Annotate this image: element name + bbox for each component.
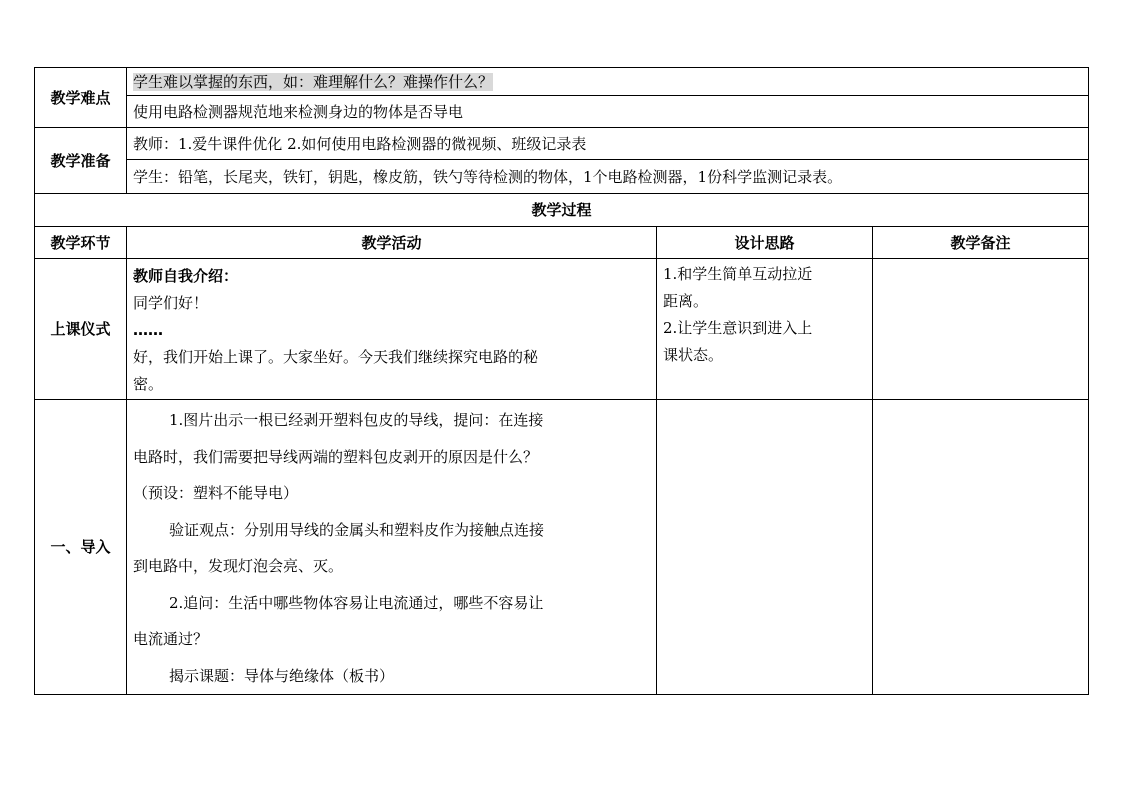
activity-line: 电路时，我们需要把导线两端的塑料包皮剥开的原因是什么？ <box>133 447 539 466</box>
column-header-activity: 教学活动 <box>127 227 657 259</box>
activity-cell <box>127 400 657 695</box>
design-line: 课状态。 <box>663 346 724 364</box>
activity-line: 到电路中，发现灯泡会亮、灭。 <box>133 557 344 575</box>
table-row <box>35 259 1089 400</box>
preparation-student: 学生：铅笔，长尾夹，铁钉，钥匙，橡皮筋，铁勺等待检测的物体，1个电路检测器，1份科学监测记录表。 <box>127 160 1089 194</box>
activity-line: （预设：塑料不能导电） <box>133 484 299 502</box>
stage-cell: 上课仪式 <box>35 259 127 400</box>
design-line: 2.让学生意识到进入上 <box>663 319 813 337</box>
activity-line: 2.追问：生活中哪些物体容易让电流通过，哪些不容易让 <box>169 593 544 612</box>
design-cell <box>657 400 873 695</box>
difficulty-line-1 <box>127 68 1089 96</box>
column-header-design: 设计思路 <box>657 227 873 259</box>
activity-line: 1.图片出示一根已经剥开塑料包皮的导线，提问：在连接 <box>169 411 544 429</box>
activity-line: 电流通过？ <box>133 630 209 648</box>
difficulty-label: 教学难点 <box>35 68 127 128</box>
difficulty-line-2: 使用电路检测器规范地来检测身边的物体是否导电 <box>127 96 1089 128</box>
activity-line: 揭示课题：导体与绝缘体（板书） <box>169 666 395 685</box>
design-line: 1.和学生简单互动拉近 <box>663 265 813 283</box>
activity-line: 好，我们开始上课了。大家坐好。今天我们继续探究电路的秘 <box>133 348 539 366</box>
activity-line: …… <box>133 321 163 339</box>
column-header-stage: 教学环节 <box>35 227 127 259</box>
activity-line: 密。 <box>133 375 164 393</box>
design-line: 距离。 <box>663 292 709 310</box>
activity-line: 验证观点：分别用导线的金属头和塑料皮作为接触点连接 <box>169 520 545 539</box>
activity-line: 同学们好！ <box>133 294 209 312</box>
design-cell <box>657 259 873 400</box>
difficulty-placeholder-text: 学生难以掌握的东西，如：难理解什么？难操作什么？ <box>133 72 494 91</box>
notes-cell <box>873 400 1089 695</box>
lesson-plan-table <box>34 67 1089 695</box>
table-row <box>35 400 1089 695</box>
lesson-plan-sheet <box>34 67 1088 695</box>
stage-cell: 一、导入 <box>35 400 127 695</box>
preparation-teacher: 教师：1.爱牛课件优化 2.如何使用电路检测器的微视频、班级记录表 <box>127 128 1089 160</box>
activity-line: 教师自我介绍： <box>133 267 239 285</box>
notes-cell <box>873 259 1089 400</box>
activity-cell <box>127 259 657 400</box>
process-title: 教学过程 <box>35 194 1089 227</box>
preparation-label: 教学准备 <box>35 128 127 194</box>
column-header-notes: 教学备注 <box>873 227 1089 259</box>
